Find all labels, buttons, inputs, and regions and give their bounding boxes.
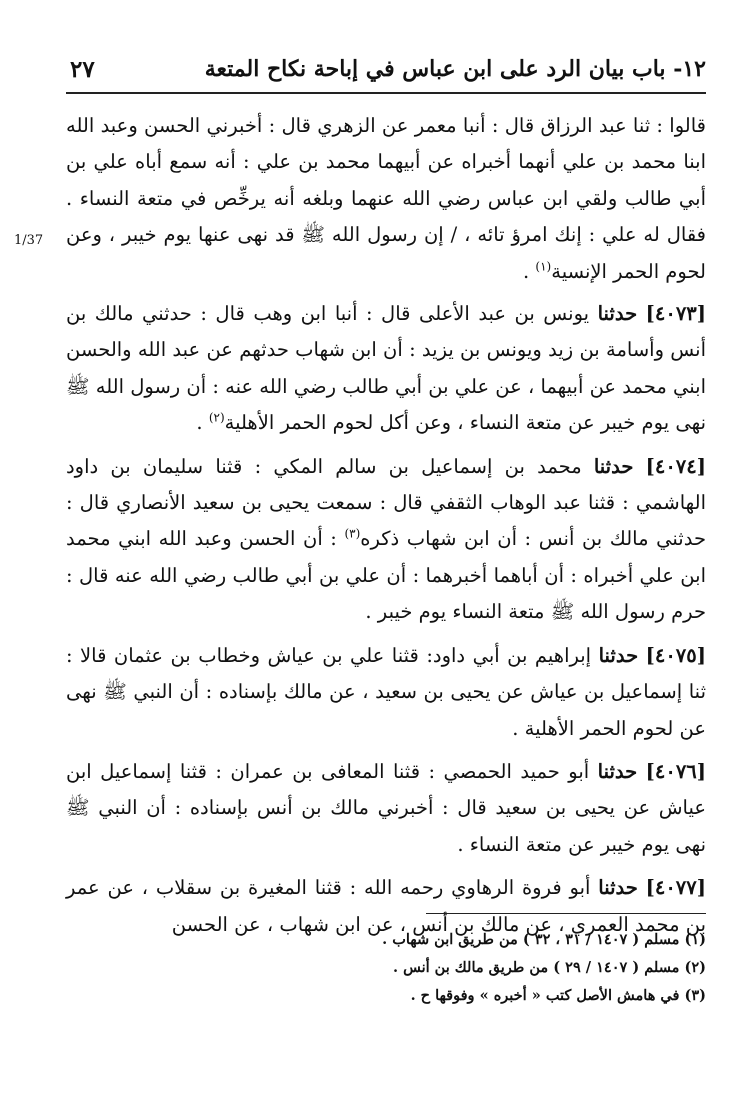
- page-header: [66, 52, 706, 94]
- hadith-number: [٤٠٧٦]: [645, 759, 707, 783]
- footnote-divider: [426, 913, 706, 914]
- footnote-ref: (٢): [208, 410, 225, 425]
- paragraph-end: .: [523, 259, 536, 283]
- paragraph-text: قالوا : ثنا عبد الرزاق قال : أنبا معمر عن الزهري قال : أخبرني الحسن وعبد الله ابنا محمد بن علي أنهما أخبراه عن أبيهما محمد بن علي : أنه سمع أباه علي بن أبي طالب ولقي ابن عباس رضي الله عنهما وبلغه أنه يرخِّص في متعة النساء . فقال له علي : إنك امرؤ تائه ، / إن رسول الله ﷺ قد نهى عنها يوم خيبر ، وعن لحوم الحمر الإنسية: [66, 114, 706, 283]
- hadith-lead-word: حدثنا: [597, 759, 638, 783]
- footnote-3: (٣) في هامش الأصل كتب « أخبره » وفوقها ح .: [410, 987, 706, 1004]
- hadith-4076: [66, 754, 706, 863]
- hadith-lead-word: حدثنا: [593, 454, 634, 478]
- footnote-2: (٢) مسلم ( ١٤٠٧ / ٢٩ ) من طريق مالك بن أنس .: [392, 959, 706, 976]
- hadith-number: [٤٠٧٣]: [645, 302, 707, 326]
- hadith-4074: [66, 449, 706, 631]
- page-number: ٢٧: [70, 56, 95, 83]
- main-text: [66, 108, 706, 950]
- hadith-lead-word: حدثنا: [597, 302, 638, 326]
- paragraph-end: .: [196, 411, 209, 435]
- running-title: ١٢- باب بيان الرد على ابن عباس في إباحة نكاح المتعة: [204, 56, 706, 82]
- paragraph-text: إبراهيم بن أبي داود: قثنا علي بن عياش وخطاب بن عثمان قالا : ثنا إسماعيل بن عياش عن يحيى بن سعيد ، عن مالك بإسناده : أن النبي ﷺ نهى عن لحوم الحمر الأهلية .: [66, 643, 706, 740]
- paragraph-text: يونس بن عبد الأعلى قال : أنبا ابن وهب قال : حدثني مالك بن أنس وأسامة بن زيد ويونس بن يزيد : أن ابن شهاب حدثهم عن عبد الله والحسن ابني محمد عن أبيهما ، عن علي بن أبي طالب رضي الله عنه : أن رسول الله ﷺ نهى يوم خيبر عن متعة النساء ، وعن أكل لحوم الحمر الأهلية: [66, 302, 706, 435]
- footnote-ref: (٣): [344, 526, 361, 541]
- footnote-ref: (١): [535, 259, 552, 274]
- hadith-4073: [66, 296, 706, 442]
- hadith-number: [٤٠٧٧]: [645, 876, 706, 900]
- hadith-lead-word: حدثنا: [598, 876, 638, 900]
- hadith-number: [٤٠٧٤]: [645, 454, 706, 478]
- hadith-lead-word: حدثنا: [598, 643, 639, 667]
- paragraph-continuation: [66, 108, 706, 290]
- hadith-number: [٤٠٧٥]: [645, 643, 706, 667]
- footnotes: [66, 926, 706, 1010]
- paragraph-text: أبو حميد الحمصي : قثنا المعافى بن عمران : قثنا إسماعيل ابن عياش عن يحيى بن سعيد قال : أخبرني مالك بن أنس بإسناده : أن النبي ﷺ نهى يوم خيبر عن متعة النساء .: [66, 759, 706, 856]
- hadith-4075: [66, 638, 706, 747]
- paragraph-end: : أن الحسن وعبد الله ابني محمد ابن علي أخبراه : أن أباهما أخبرهما : أن علي بن أبي طالب رضي الله عنه قال : حرم رسول الله ﷺ متعة النساء يوم خيبر .: [66, 527, 706, 624]
- footnote-1: (١) مسلم ( ١٤٠٧ / ٣١ ، ٣٢ ) من طريق ابن شهاب .: [382, 931, 706, 948]
- paragraph-text: محمد بن إسماعيل بن سالم المكي : قثنا سليمان بن داود الهاشمي : قثنا عبد الوهاب الثقفي قال : سمعت يحيى بن سعيد الأنصاري قال : حدثني مالك بن أنس : أن ابن شهاب ذكره: [66, 454, 706, 551]
- margin-note: 1/37: [14, 233, 44, 248]
- paragraph-text: أبو فروة الرهاوي رحمه الله : قثنا المغيرة بن سقلاب ، عن عمر بن محمد العمري ، عن مالك بن أنس ، عن ابن شهاب ، عن الحسن: [66, 876, 706, 936]
